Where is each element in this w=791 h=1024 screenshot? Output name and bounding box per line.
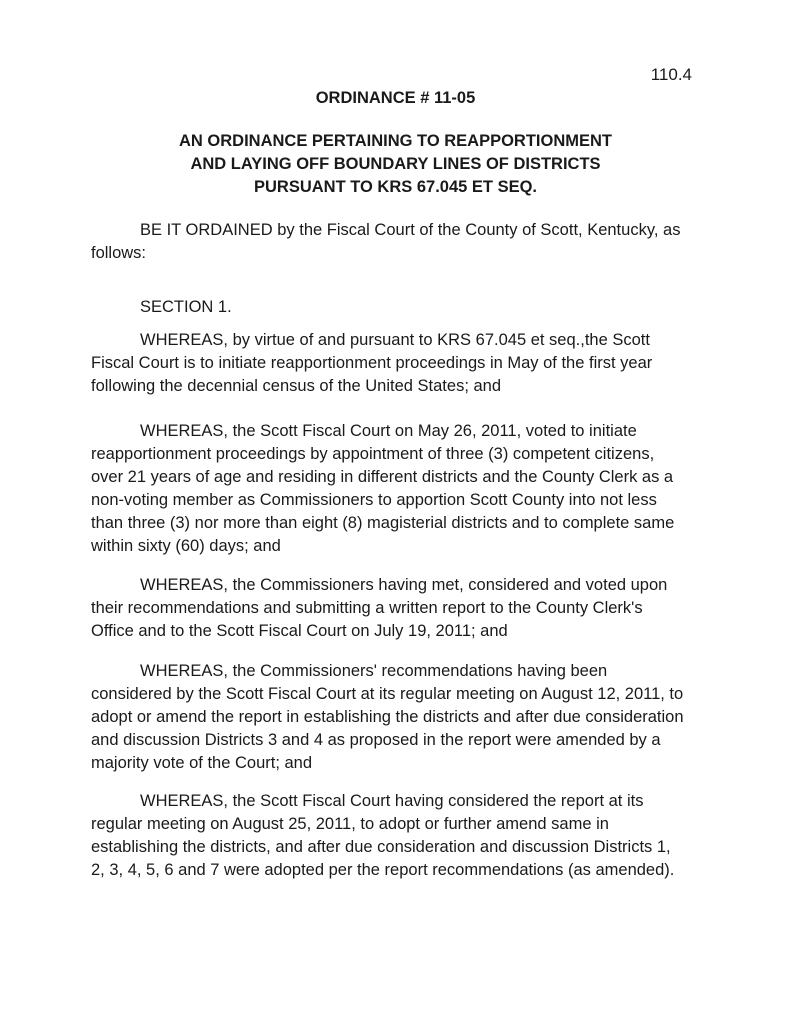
paragraph-line: considered by the Scott Fiscal Court at its regular meeting on August 12, 2011, to	[91, 685, 684, 703]
paragraph-whereas-3	[91, 574, 731, 643]
paragraph-line: reapportionment proceedings by appointment of three (3) competent citizens,	[91, 445, 655, 463]
paragraph-ordained	[91, 219, 731, 265]
paragraph-line: WHEREAS, the Commissioners' recommendations having been	[140, 662, 608, 680]
title-line: AND LAYING OFF BOUNDARY LINES OF DISTRICTS	[190, 155, 601, 173]
paragraph-line: and discussion Districts 3 and 4 as proposed in the report were amended by a	[91, 731, 661, 749]
paragraph-line: WHEREAS, the Scott Fiscal Court on May 26, 2011, voted to initiate	[140, 422, 637, 440]
section-heading	[91, 296, 731, 319]
paragraph-line: follows:	[91, 244, 147, 262]
paragraph-line: establishing the districts, and after due consideration and discussion Districts 1,	[91, 838, 671, 856]
paragraph-line: BE IT ORDAINED by the Fiscal Court of the County of Scott, Kentucky, as	[140, 221, 681, 239]
paragraph-line: adopt or amend the report in establishing the districts and after due consideration	[91, 708, 684, 726]
paragraph-line: 2, 3, 4, 5, 6 and 7 were adopted per the report recommendations (as amended).	[91, 861, 675, 879]
paragraph-line: following the decennial census of the United States; and	[91, 377, 502, 395]
paragraph-whereas-4	[91, 660, 731, 775]
paragraph-line: WHEREAS, the Scott Fiscal Court having considered the report at its	[140, 792, 644, 810]
paragraph-line: Office and to the Scott Fiscal Court on July 19, 2011; and	[91, 622, 508, 640]
ordinance-title	[0, 130, 791, 199]
paragraph-line: WHEREAS, the Commissioners having met, considered and voted upon	[140, 576, 668, 594]
paragraph-line: Fiscal Court is to initiate reapportionment proceedings in May of the first year	[91, 354, 653, 372]
paragraph-line: non-voting member as Commissioners to apportion Scott County into not less	[91, 491, 657, 509]
paragraph-line: majority vote of the Court; and	[91, 754, 313, 772]
paragraph-line: over 21 years of age and residing in different districts and the County Clerk as a	[91, 468, 674, 486]
paragraph-line: WHEREAS, by virtue of and pursuant to KRS 67.045 et seq.,the Scott	[140, 331, 650, 349]
paragraph-whereas-2	[91, 420, 731, 558]
page-number: 110.4	[650, 65, 692, 84]
paragraph-whereas-1	[91, 329, 731, 398]
paragraph-line: than three (3) nor more than eight (8) magisterial districts and to complete same	[91, 514, 675, 532]
paragraph-whereas-5	[91, 790, 731, 882]
paragraph-line: regular meeting on August 25, 2011, to adopt or further amend same in	[91, 815, 609, 833]
section-label: SECTION 1.	[140, 298, 232, 316]
ordinance-number: ORDINANCE # 11-05	[315, 89, 476, 107]
title-line: AN ORDINANCE PERTAINING TO REAPPORTIONMENT	[179, 132, 612, 150]
paragraph-line: within sixty (60) days; and	[91, 537, 281, 555]
paragraph-line: their recommendations and submitting a written report to the County Clerk's	[91, 599, 643, 617]
title-line: PURSUANT TO KRS 67.045 ET SEQ.	[253, 178, 538, 196]
